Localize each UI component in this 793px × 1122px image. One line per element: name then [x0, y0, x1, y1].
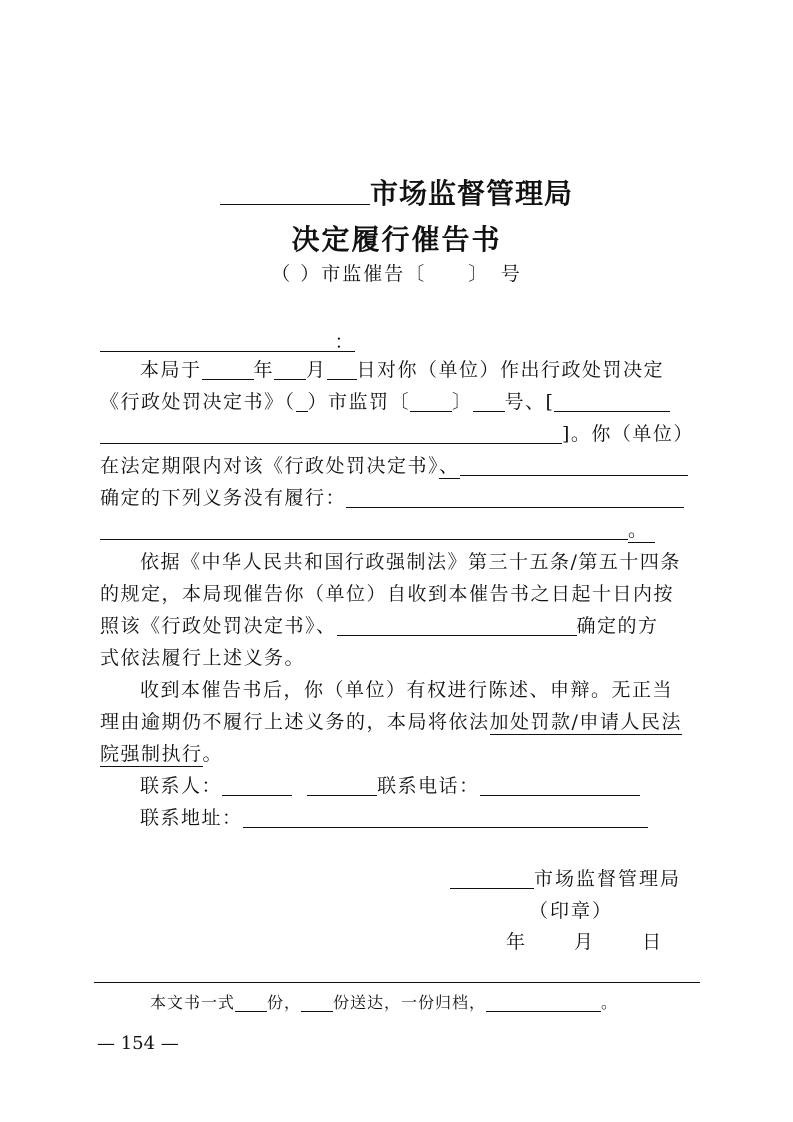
month-blank[interactable]: [274, 357, 306, 380]
paragraph-1-line-4: 在法定期限内对该《行政处罚决定书》、: [100, 450, 700, 482]
other-document-blank[interactable]: [460, 453, 688, 476]
contact-person-blank-2[interactable]: [307, 773, 377, 796]
addressee-line: [100, 322, 700, 354]
paragraph-1-line-2: 《行政处罚决定书》（ ）市监罚〔 〕 号、[: [100, 386, 700, 418]
document-number: （ ）市监催告〔 〕 号: [271, 263, 522, 285]
page-number: — 154 —: [97, 1033, 179, 1054]
signature-date: 年 月 日: [506, 931, 670, 953]
penalty-number-blank-1[interactable]: [410, 389, 452, 412]
manner-document-blank[interactable]: [337, 613, 577, 636]
signature-org: 市场监督管理局: [450, 864, 681, 891]
year-blank[interactable]: [202, 357, 254, 380]
footer-divider: [94, 982, 700, 983]
seal-label: （印章）: [529, 900, 614, 922]
paragraph-3-line-2: 理由逾期仍不履行上述义务的，本局将依法加处罚款/申请人民法: [100, 711, 682, 733]
obligation-blank-2[interactable]: [100, 517, 628, 540]
paragraph-2-line-3: 照该《行政处罚决定书》、 确定的方: [100, 615, 659, 637]
signature-org-blank[interactable]: [450, 866, 534, 889]
title-suffix: 市场监督管理局: [369, 177, 573, 210]
copies-served-blank[interactable]: [301, 993, 333, 1012]
contact-address-blank[interactable]: [243, 805, 648, 828]
paragraph-1-line-6: 。: [100, 514, 700, 546]
day-blank[interactable]: [327, 357, 357, 380]
paragraph-1-line-5: 确定的下列义务没有履行：: [100, 482, 700, 514]
paragraph-2-line-1: 依据《中华人民共和国行政强制法》第三十五条/第五十四条: [140, 551, 681, 573]
paragraph-1-line-1: 本局于 年 月 日对你（单位）作出行政处罚决定: [140, 359, 665, 381]
paragraph-1-line-3: ]。你（单位）: [100, 418, 700, 450]
penalty-year-blank[interactable]: [296, 389, 308, 412]
penalty-number-blank-2[interactable]: [473, 389, 505, 412]
document-title-line1: [0, 172, 793, 212]
copies-note: 本文书一式 份， 份送达，一份归档， 。: [150, 993, 619, 1012]
obligation-blank-1[interactable]: [346, 485, 684, 508]
agency-name-blank[interactable]: [220, 182, 370, 205]
document-title: 决定履行催告书: [291, 223, 502, 256]
addressee-blank[interactable]: ：: [100, 326, 355, 352]
paragraph-3-line-3: 院强制执行。: [100, 743, 224, 765]
paragraph-3-line-1: 收到本催告书后，你（单位）有权进行陈述、申辩。无正当: [140, 679, 674, 701]
address-line: 联系地址：: [100, 802, 700, 834]
decision-content-blank-1[interactable]: [554, 389, 670, 412]
contact-person-blank-1[interactable]: [222, 773, 292, 796]
copies-total-blank[interactable]: [235, 993, 267, 1012]
archive-blank[interactable]: [486, 993, 601, 1012]
paragraph-2-line-2: 的规定，本局现催告你（单位）自收到本催告书之日起十日内按: [100, 583, 675, 605]
paragraph-2-line-4: 式依法履行上述义务。: [100, 647, 306, 669]
contact-phone-blank[interactable]: [480, 773, 640, 796]
contact-line: 联系人： 联系电话：: [100, 770, 700, 802]
decision-content-blank-2[interactable]: [100, 421, 562, 444]
